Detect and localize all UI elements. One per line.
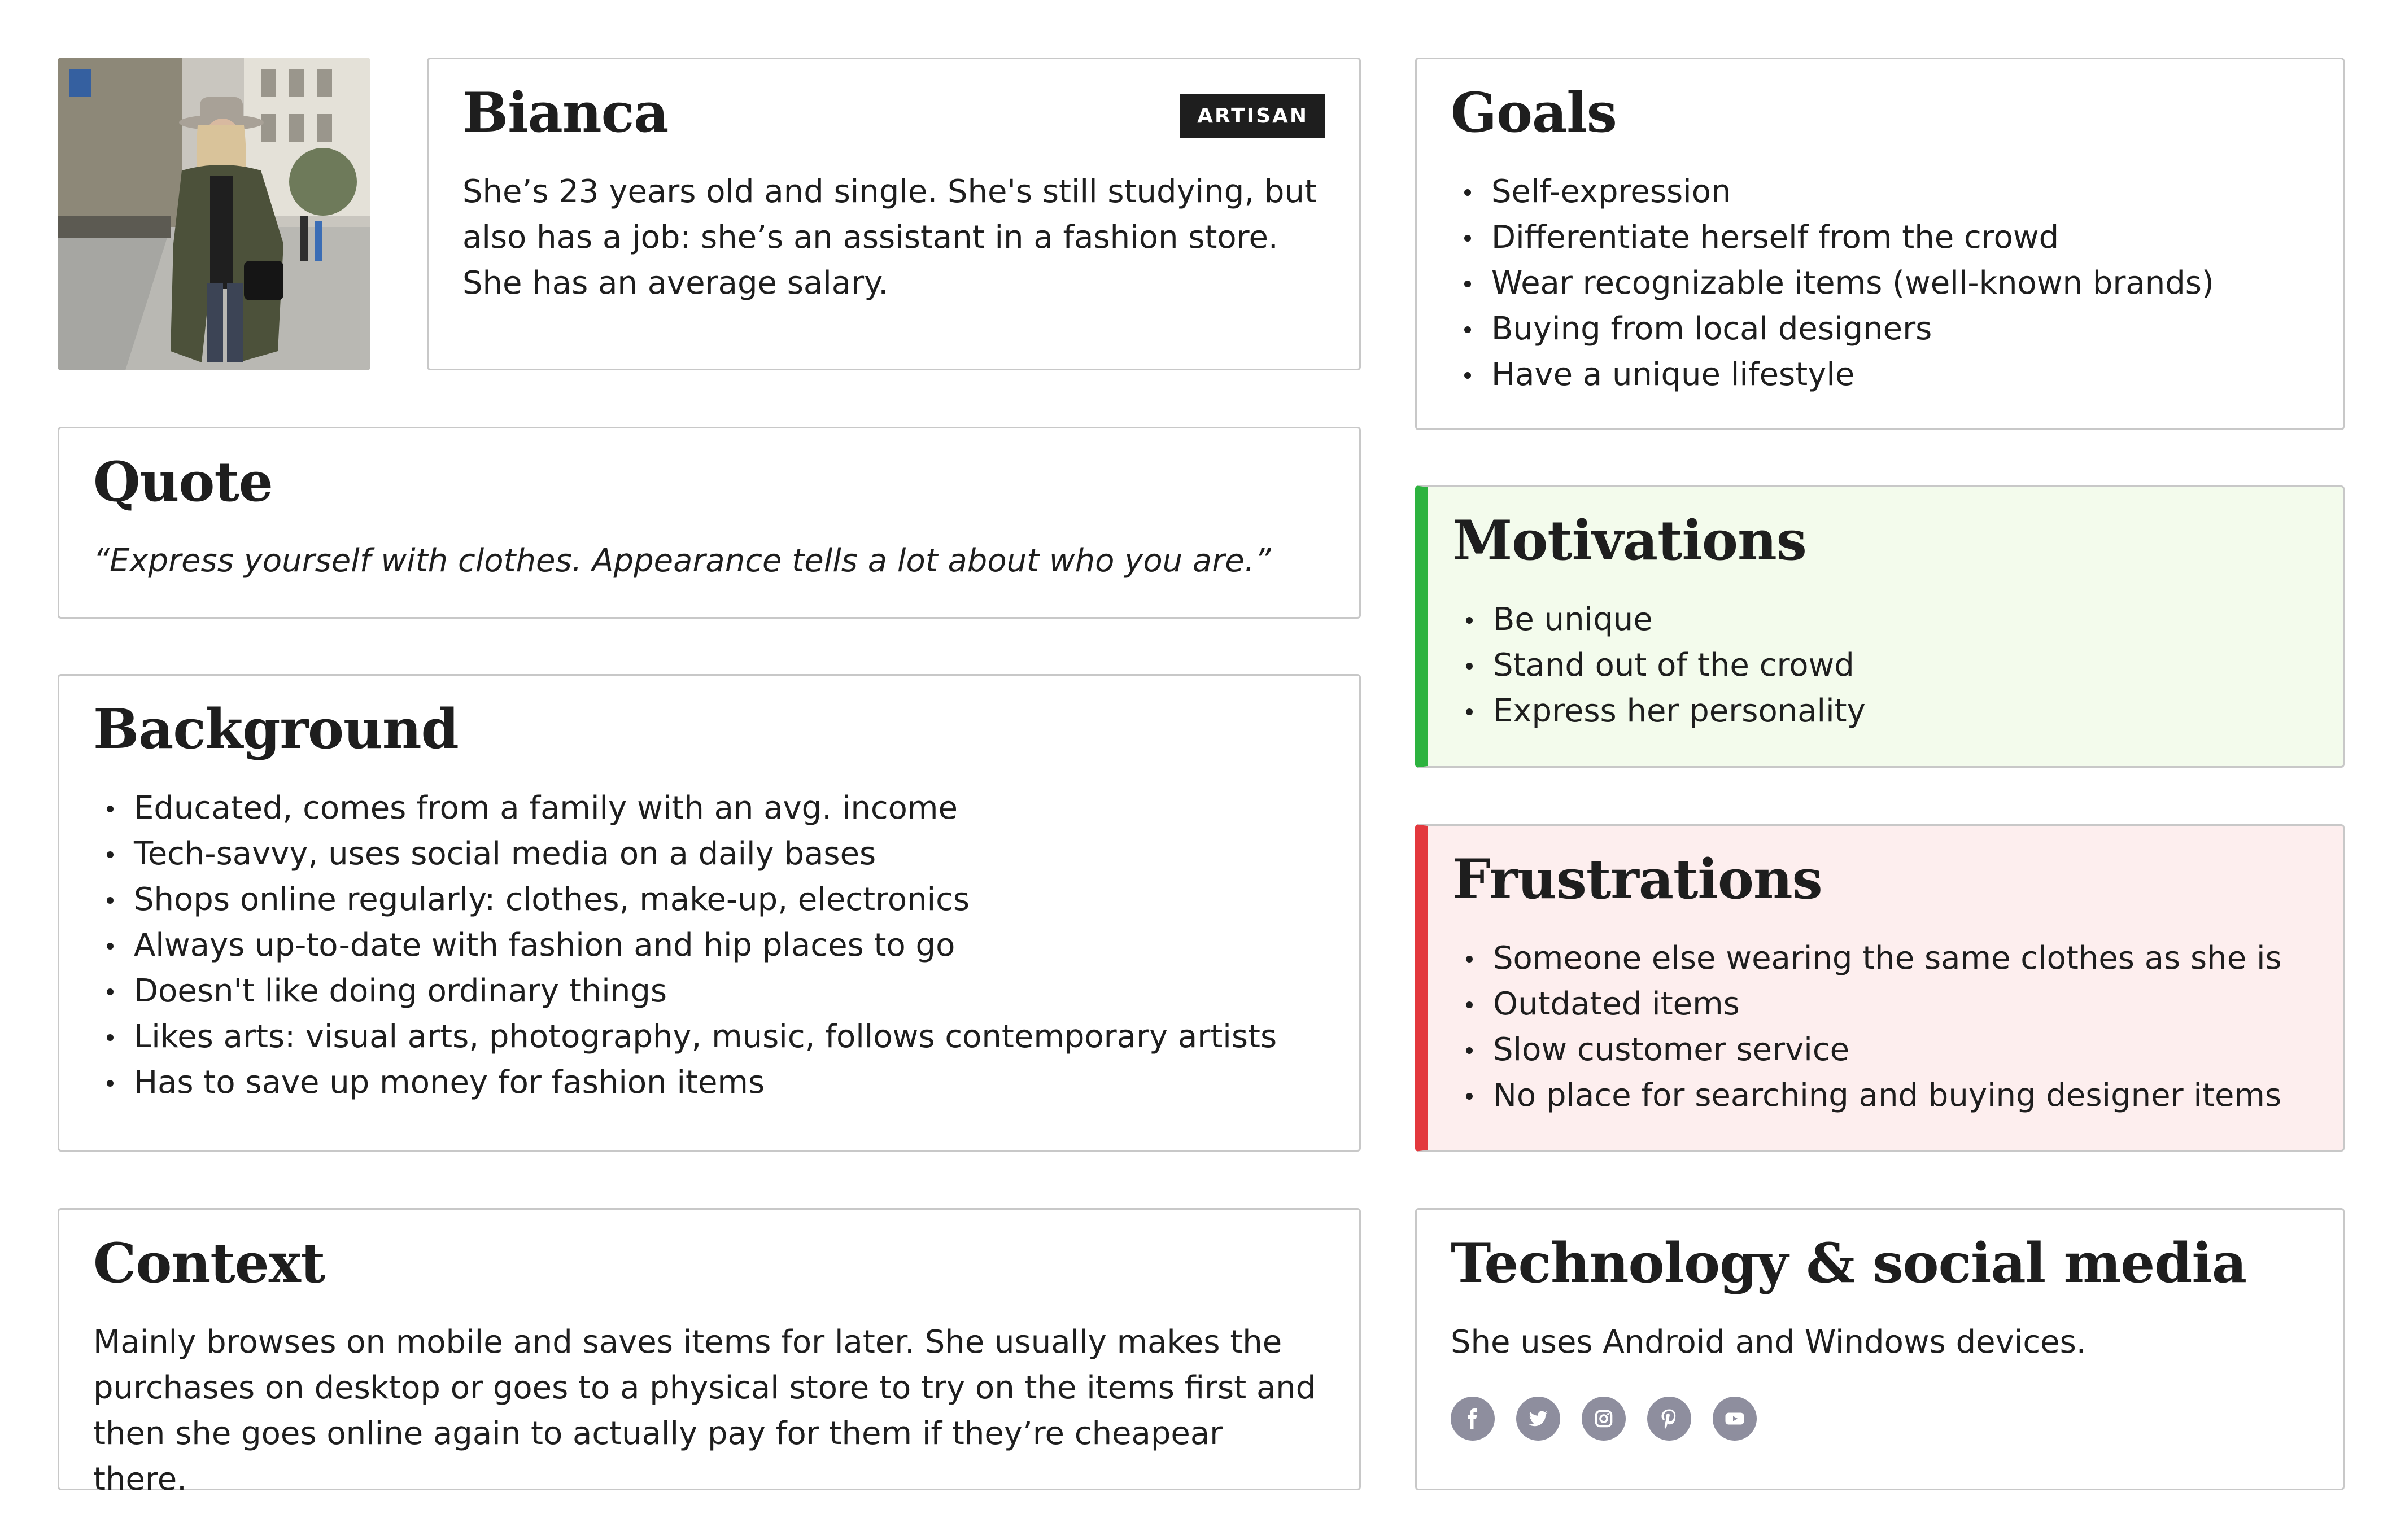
persona-name: Bianca [462, 81, 669, 145]
technology-card [1415, 1208, 2345, 1490]
list-item: Outdated items [1452, 981, 2309, 1027]
list-item: Tech-savvy, uses social media on a daily bases [93, 831, 1325, 877]
list-item: Has to save up money for fashion items [93, 1060, 1325, 1105]
frustrations-card [1415, 824, 2345, 1152]
list-item: No place for searching and buying designer items [1452, 1073, 2309, 1118]
persona-photo [58, 58, 370, 370]
background-title: Background [93, 697, 459, 761]
list-item: Buying from local designers [1451, 306, 2309, 352]
persona-card [427, 58, 1361, 370]
context-title: Context [93, 1231, 325, 1295]
list-item: Always up-to-date with fashion and hip places to go [93, 922, 1325, 968]
persona-role-badge: ARTISAN [1180, 94, 1325, 138]
list-item: Differentiate herself from the crowd [1451, 215, 2309, 260]
list-item: Doesn't like doing ordinary things [93, 968, 1325, 1014]
context-card [58, 1208, 1361, 1498]
context-text: Mainly browses on mobile and saves items for later. She usually makes the purchases on desktop or goes to a physical store to try on the items first and then she goes online again to actually pay for them if they’re cheapear there. [93, 1324, 1316, 1498]
list-item: Self-expression [1451, 169, 2309, 215]
background-list [93, 785, 1325, 1105]
technology-title: Technology & social media [1451, 1231, 2247, 1295]
youtube-icon[interactable] [1713, 1397, 1757, 1441]
quote-title: Quote [93, 450, 273, 514]
frustrations-list [1452, 935, 2309, 1118]
list-item: Slow customer service [1452, 1027, 2309, 1073]
list-item: Be unique [1452, 597, 2309, 642]
quote-text: “Express yourself with clothes. Appearance tells a lot about who you are.” [93, 542, 1271, 580]
motivations-title: Motivations [1452, 509, 1806, 572]
goals-card [1415, 58, 2345, 430]
list-item: Have a unique lifestyle [1451, 352, 2309, 397]
social-icons [1451, 1397, 2309, 1441]
twitter-icon[interactable] [1516, 1397, 1560, 1441]
list-item: Someone else wearing the same clothes as she is [1452, 935, 2309, 981]
motivations-list [1452, 597, 2309, 734]
pinterest-icon[interactable] [1647, 1397, 1691, 1441]
quote-card [58, 427, 1361, 619]
persona-bio: She’s 23 years old and single. She's still studying, but also has a job: she’s an assistant in a fashion store. She has an average salary. [462, 173, 1317, 302]
list-item: Express her personality [1452, 688, 2309, 734]
list-item: Educated, comes from a family with an avg. income [93, 785, 1325, 831]
background-card [58, 674, 1361, 1152]
list-item: Wear recognizable items (well-known brands) [1451, 260, 2309, 306]
motivations-card [1415, 485, 2345, 768]
facebook-icon[interactable] [1451, 1397, 1495, 1441]
list-item: Shops online regularly: clothes, make-up, electronics [93, 877, 1325, 922]
list-item: Stand out of the crowd [1452, 642, 2309, 688]
frustrations-title: Frustrations [1452, 847, 1822, 911]
technology-text: She uses Android and Windows devices. [1451, 1324, 2087, 1361]
instagram-icon[interactable] [1582, 1397, 1626, 1441]
list-item: Likes arts: visual arts, photography, music, follows contemporary artists [93, 1014, 1325, 1060]
goals-title: Goals [1451, 81, 1617, 145]
goals-list [1451, 169, 2309, 397]
